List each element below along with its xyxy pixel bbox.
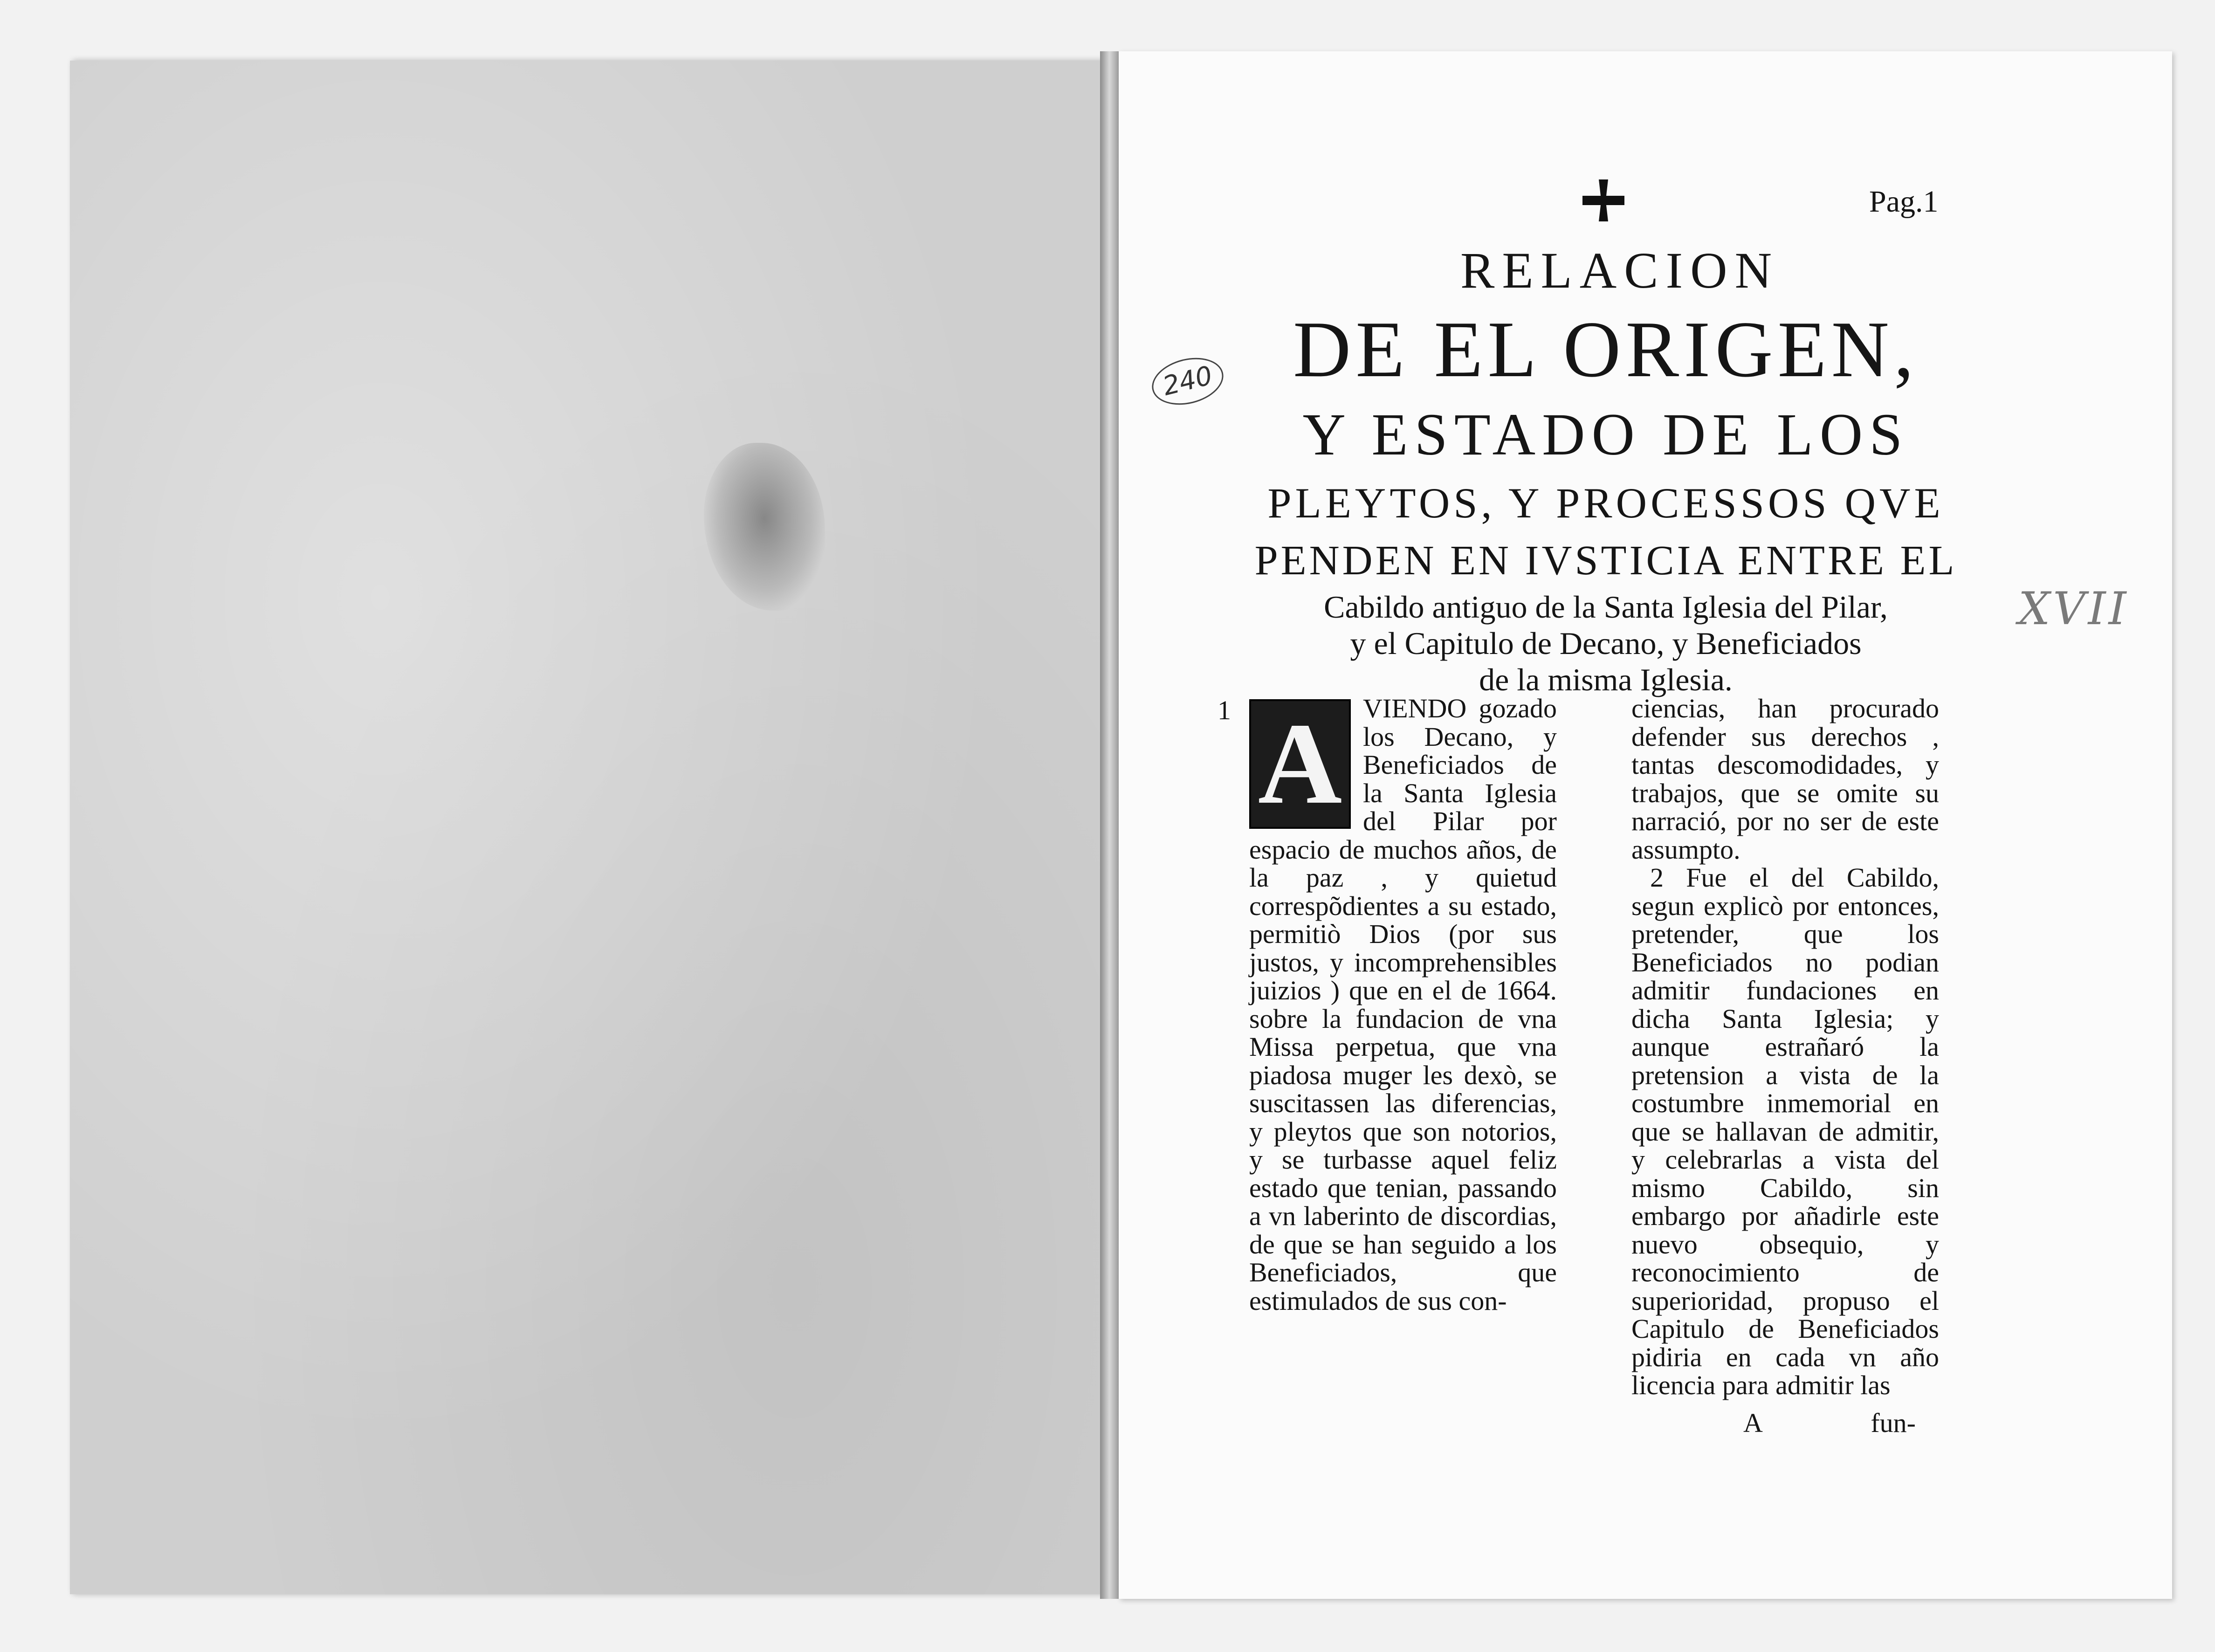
title-line-6: Cabildo antiguo de la Santa Iglesia del Pilar, — [1324, 589, 1888, 625]
right-column-paragraph-2-text: Fue el del Cabildo, segun explicò por entonces, pretender, que los Beneficiados no podian admitir fundaciones en dicha Santa Iglesia; y aunque estrañaró la pretension a vista de la costumbre inmemorial en que se hallavan de admitir, y celebrarlas a vista del mismo Cabildo, sin embargo por añadirle este nuevo obsequio, y reconocimiento de superioridad, propuso el Capitulo de Beneficiados pidiria en cada vn año licencia para admitir las — [1631, 862, 1939, 1400]
pencil-folio-number: 240 — [1147, 351, 1229, 412]
title-line-5: PENDEN EN IVSTICIA ENTRE EL — [1254, 537, 1957, 584]
left-page-blank — [70, 61, 1108, 1594]
title-line-4: PLEYTOS, Y PROCESSOS QVE — [1267, 479, 1944, 527]
text-column-left — [1249, 695, 1557, 1315]
document-title — [1254, 238, 1958, 698]
left-column-text: VIENDO gozado los Decano, y Beneficiados de la Santa Iglesia del Pilar por espacio de muchos años, de la paz , y quietud correspõdientes a su estado, permitiò Dios (por sus justos, y incomprehensibles juizios ) que en el de 1664. sobre la fundacion de vna Missa perpetua, que vna piadosa muger les dexò, se suscitassen las diferencias, y pleytos que son notorios, y se turbasse aquel feliz estado que tenian, passando a vn laberinto de discordias, de que se han seguido a los Beneficiados, que estimulados de sus con- — [1249, 693, 1557, 1316]
paragraph-number-2: 2 — [1650, 862, 1664, 893]
cross-icon — [1580, 177, 1627, 224]
drop-cap-letter: A — [1258, 699, 1342, 828]
right-column-paragraph-1: ciencias, han procurado defender sus derechos , tantas descomodidades, y trabajos, que se omite su narració, por no ser de este assumpto. — [1631, 693, 1939, 865]
title-line-3: Y ESTADO DE LOS — [1302, 401, 1909, 468]
title-line-2: DE EL ORIGEN, — [1293, 305, 1919, 394]
text-column-right — [1631, 695, 1939, 1437]
right-column-paragraph-2 — [1631, 864, 1939, 1400]
decorated-initial — [1249, 699, 1351, 829]
footer-marks — [1631, 1409, 1939, 1438]
catchword: fun- — [1871, 1407, 1916, 1438]
title-line-1: RELACION — [1460, 242, 1780, 299]
ink-stain — [704, 443, 825, 611]
signature-mark: A — [1743, 1407, 1763, 1438]
page-number: Pag.1 — [1869, 185, 1939, 219]
paragraph-number-1: 1 — [1218, 695, 1231, 725]
title-line-8: de la misma Iglesia. — [1479, 662, 1733, 697]
book-spine — [1100, 51, 1119, 1599]
title-line-7: y el Capitulo de Decano, y Beneficiados — [1350, 626, 1862, 661]
margin-note: XVII — [2018, 583, 2129, 635]
